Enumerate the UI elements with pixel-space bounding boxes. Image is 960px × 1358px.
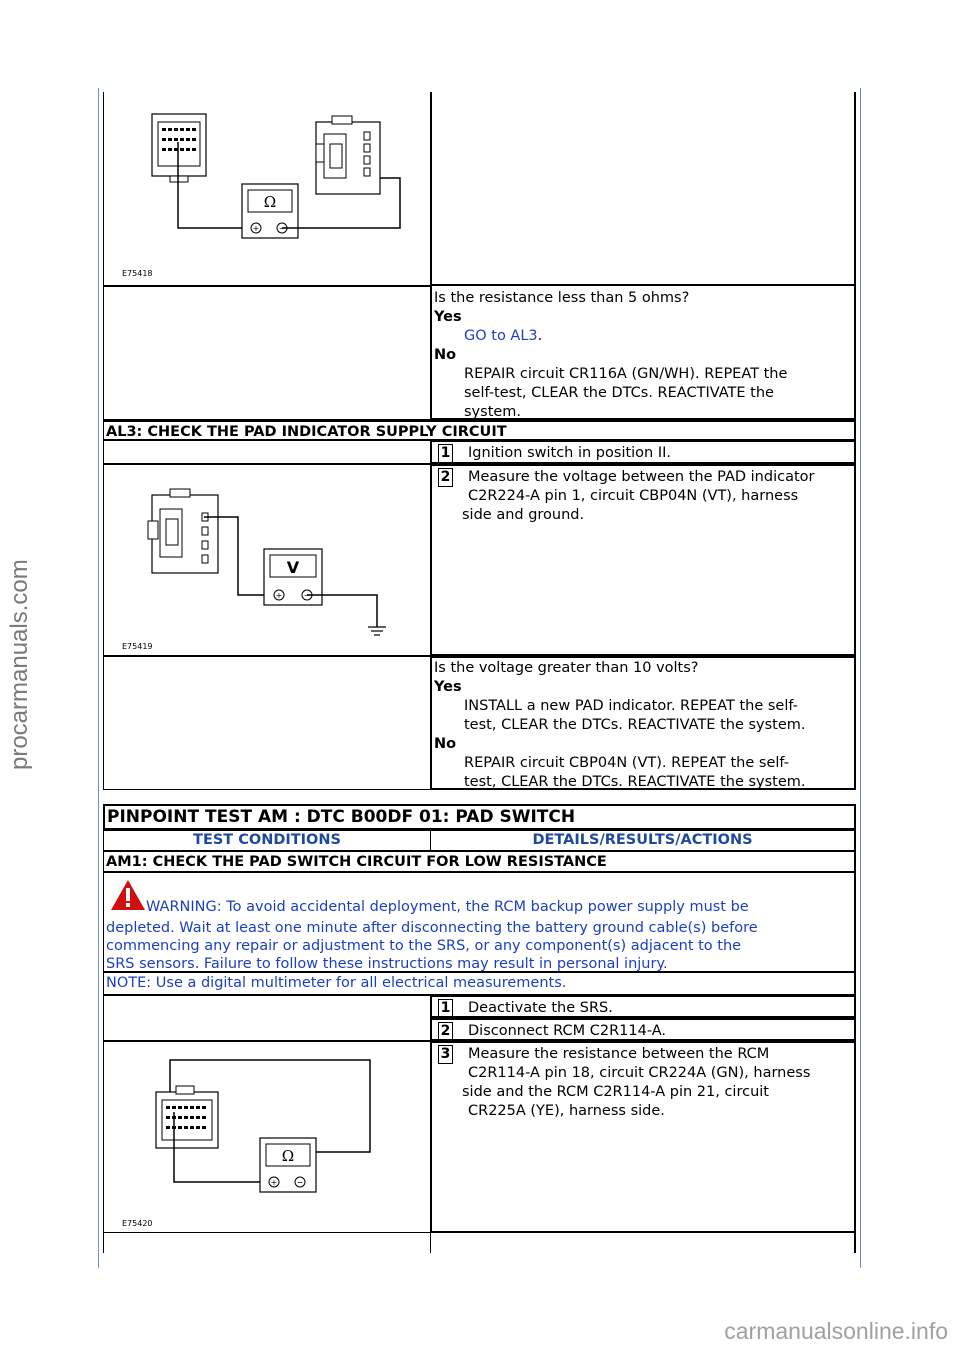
pinpoint-test-title: PINPOINT TEST AM : DTC B00DF 01: PAD SWITCH: [103, 804, 856, 830]
al3-no-action-1: REPAIR circuit CBP04N (VT). REPEAT the self-: [464, 755, 789, 771]
continuation-line: [430, 1233, 431, 1253]
am1-step3-line2: C2R114-A pin 18, circuit CR224A (GN), harness: [468, 1065, 811, 1081]
figure-id-e75418: E75418: [122, 269, 153, 278]
go-to-al3-link[interactable]: GO to AL3: [464, 328, 538, 344]
svg-text:+: +: [252, 224, 260, 233]
empty-details-cell: [430, 92, 856, 286]
svg-text:−: −: [278, 224, 286, 233]
am1-step3-line4: CR225A (YE), harness side.: [468, 1103, 665, 1119]
al3-header: AL3: CHECK THE PAD INDICATOR SUPPLY CIRCUIT: [103, 420, 856, 440]
al2-no-label: No: [434, 347, 457, 363]
al3-question: Is the voltage greater than 10 volts?: [434, 660, 699, 676]
empty-conditions-cell: [103, 995, 431, 1041]
figure-id-e75419: E75419: [122, 642, 153, 651]
al3-yes-action-1: INSTALL a new PAD indicator. REPEAT the self-: [464, 698, 798, 714]
column-header-test-conditions: TEST CONDITIONS: [103, 830, 431, 851]
ohm-symbol: Ω: [263, 193, 277, 211]
left-margin-line: [98, 88, 99, 1268]
al3-yes-action-2: test, CLEAR the DTCs. REACTIVATE the system.: [464, 717, 806, 733]
figure-cell-e75420: [103, 1041, 431, 1233]
al3-step1-text: Ignition switch in position II.: [468, 445, 672, 461]
warning-block: [103, 872, 856, 972]
step-number: 1: [438, 444, 453, 463]
am1-step3-line1: Measure the resistance between the RCM: [468, 1046, 770, 1062]
am1-step2-cell: [430, 1018, 856, 1041]
figure-id-e75420: E75420: [122, 1219, 153, 1228]
empty-conditions-cell: [103, 656, 431, 790]
side-watermark: procarmanuals.com: [6, 559, 33, 770]
al2-no-action-2: self-test, CLEAR the DTCs. REACTIVATE the: [464, 385, 774, 401]
svg-text:+: +: [270, 1178, 278, 1187]
note-line: NOTE: Use a digital multimeter for all electrical measurements.: [103, 972, 856, 995]
al3-no-action-2: test, CLEAR the DTCs. REACTIVATE the system.: [464, 774, 806, 790]
figure-cell-e75419: [103, 464, 431, 656]
right-margin-line: [860, 88, 861, 1268]
al3-yes-label: Yes: [434, 679, 462, 695]
step-number: 3: [438, 1045, 453, 1064]
column-header-details: DETAILS/RESULTS/ACTIONS: [430, 830, 856, 851]
am1-step3-cell: [430, 1041, 856, 1233]
am1-step1-text: Deactivate the SRS.: [468, 1000, 613, 1016]
step-number: 1: [438, 999, 453, 1018]
am1-step1-cell: [430, 995, 856, 1018]
step-number: 2: [438, 1022, 453, 1041]
al3-step2-line3: side and ground.: [462, 507, 585, 523]
step-number: 2: [438, 468, 453, 487]
volt-symbol: V: [286, 558, 300, 577]
svg-text:−: −: [296, 1178, 304, 1187]
am1-step3-line3: side and the RCM C2R114-A pin 21, circuit: [462, 1084, 769, 1100]
al2-question: Is the resistance less than 5 ohms?: [434, 290, 690, 306]
empty-conditions-cell: [103, 286, 431, 420]
al2-results-cell: Is the resistance less than 5 ohms? Yes GO to AL3. No REPAIR circuit CR116A (GN/WH). REPEAT the self-test, CLEAR the DTCs. REACTIVATE the system.: [430, 284, 856, 420]
voltage-measurement-diagram: [104, 465, 430, 655]
am1-header: AM1: CHECK THE PAD SWITCH CIRCUIT FOR LOW RESISTANCE: [103, 851, 856, 872]
warning-line-4: SRS sensors. Failure to follow these instructions may result in personal injury.: [106, 956, 668, 972]
al3-step1-cell: [430, 440, 856, 464]
al2-no-action-1: REPAIR circuit CR116A (GN/WH). REPEAT the: [464, 366, 788, 382]
al3-step2-cell: [430, 464, 856, 656]
svg-text:−: −: [303, 591, 311, 600]
al3-step2-line1: Measure the voltage between the PAD indicator: [468, 469, 815, 485]
al3-step2-line2: C2R224-A pin 1, circuit CBP04N (VT), harness: [468, 488, 799, 504]
warning-line-1: WARNING: To avoid accidental deployment, the RCM backup power supply must be: [146, 899, 749, 915]
al3-no-label: No: [434, 736, 457, 752]
warning-line-2: depleted. Wait at least one minute after disconnecting the battery ground cable(s) before: [106, 920, 758, 936]
al3-results-cell: [430, 656, 856, 790]
am1-step2-text: Disconnect RCM C2R114-A.: [468, 1023, 667, 1039]
warning-icon: [110, 879, 146, 911]
continuation-line: [103, 1233, 104, 1253]
svg-text:+: +: [275, 591, 283, 600]
bottom-watermark: carmanualsonline.info: [724, 1318, 948, 1344]
pin-resistance-diagram: [104, 1042, 430, 1232]
ohm-symbol: Ω: [281, 1147, 295, 1165]
empty-conditions-cell: [103, 440, 431, 464]
al2-yes-label: Yes: [434, 309, 462, 325]
continuation-line: [854, 1233, 856, 1253]
warning-line-3: commencing any repair or adjustment to the SRS, or any component(s) adjacent to the: [106, 938, 742, 954]
figure-cell-e75418: [103, 92, 431, 286]
resistance-measurement-diagram: [104, 92, 430, 284]
al2-no-action-3: system.: [464, 404, 522, 420]
